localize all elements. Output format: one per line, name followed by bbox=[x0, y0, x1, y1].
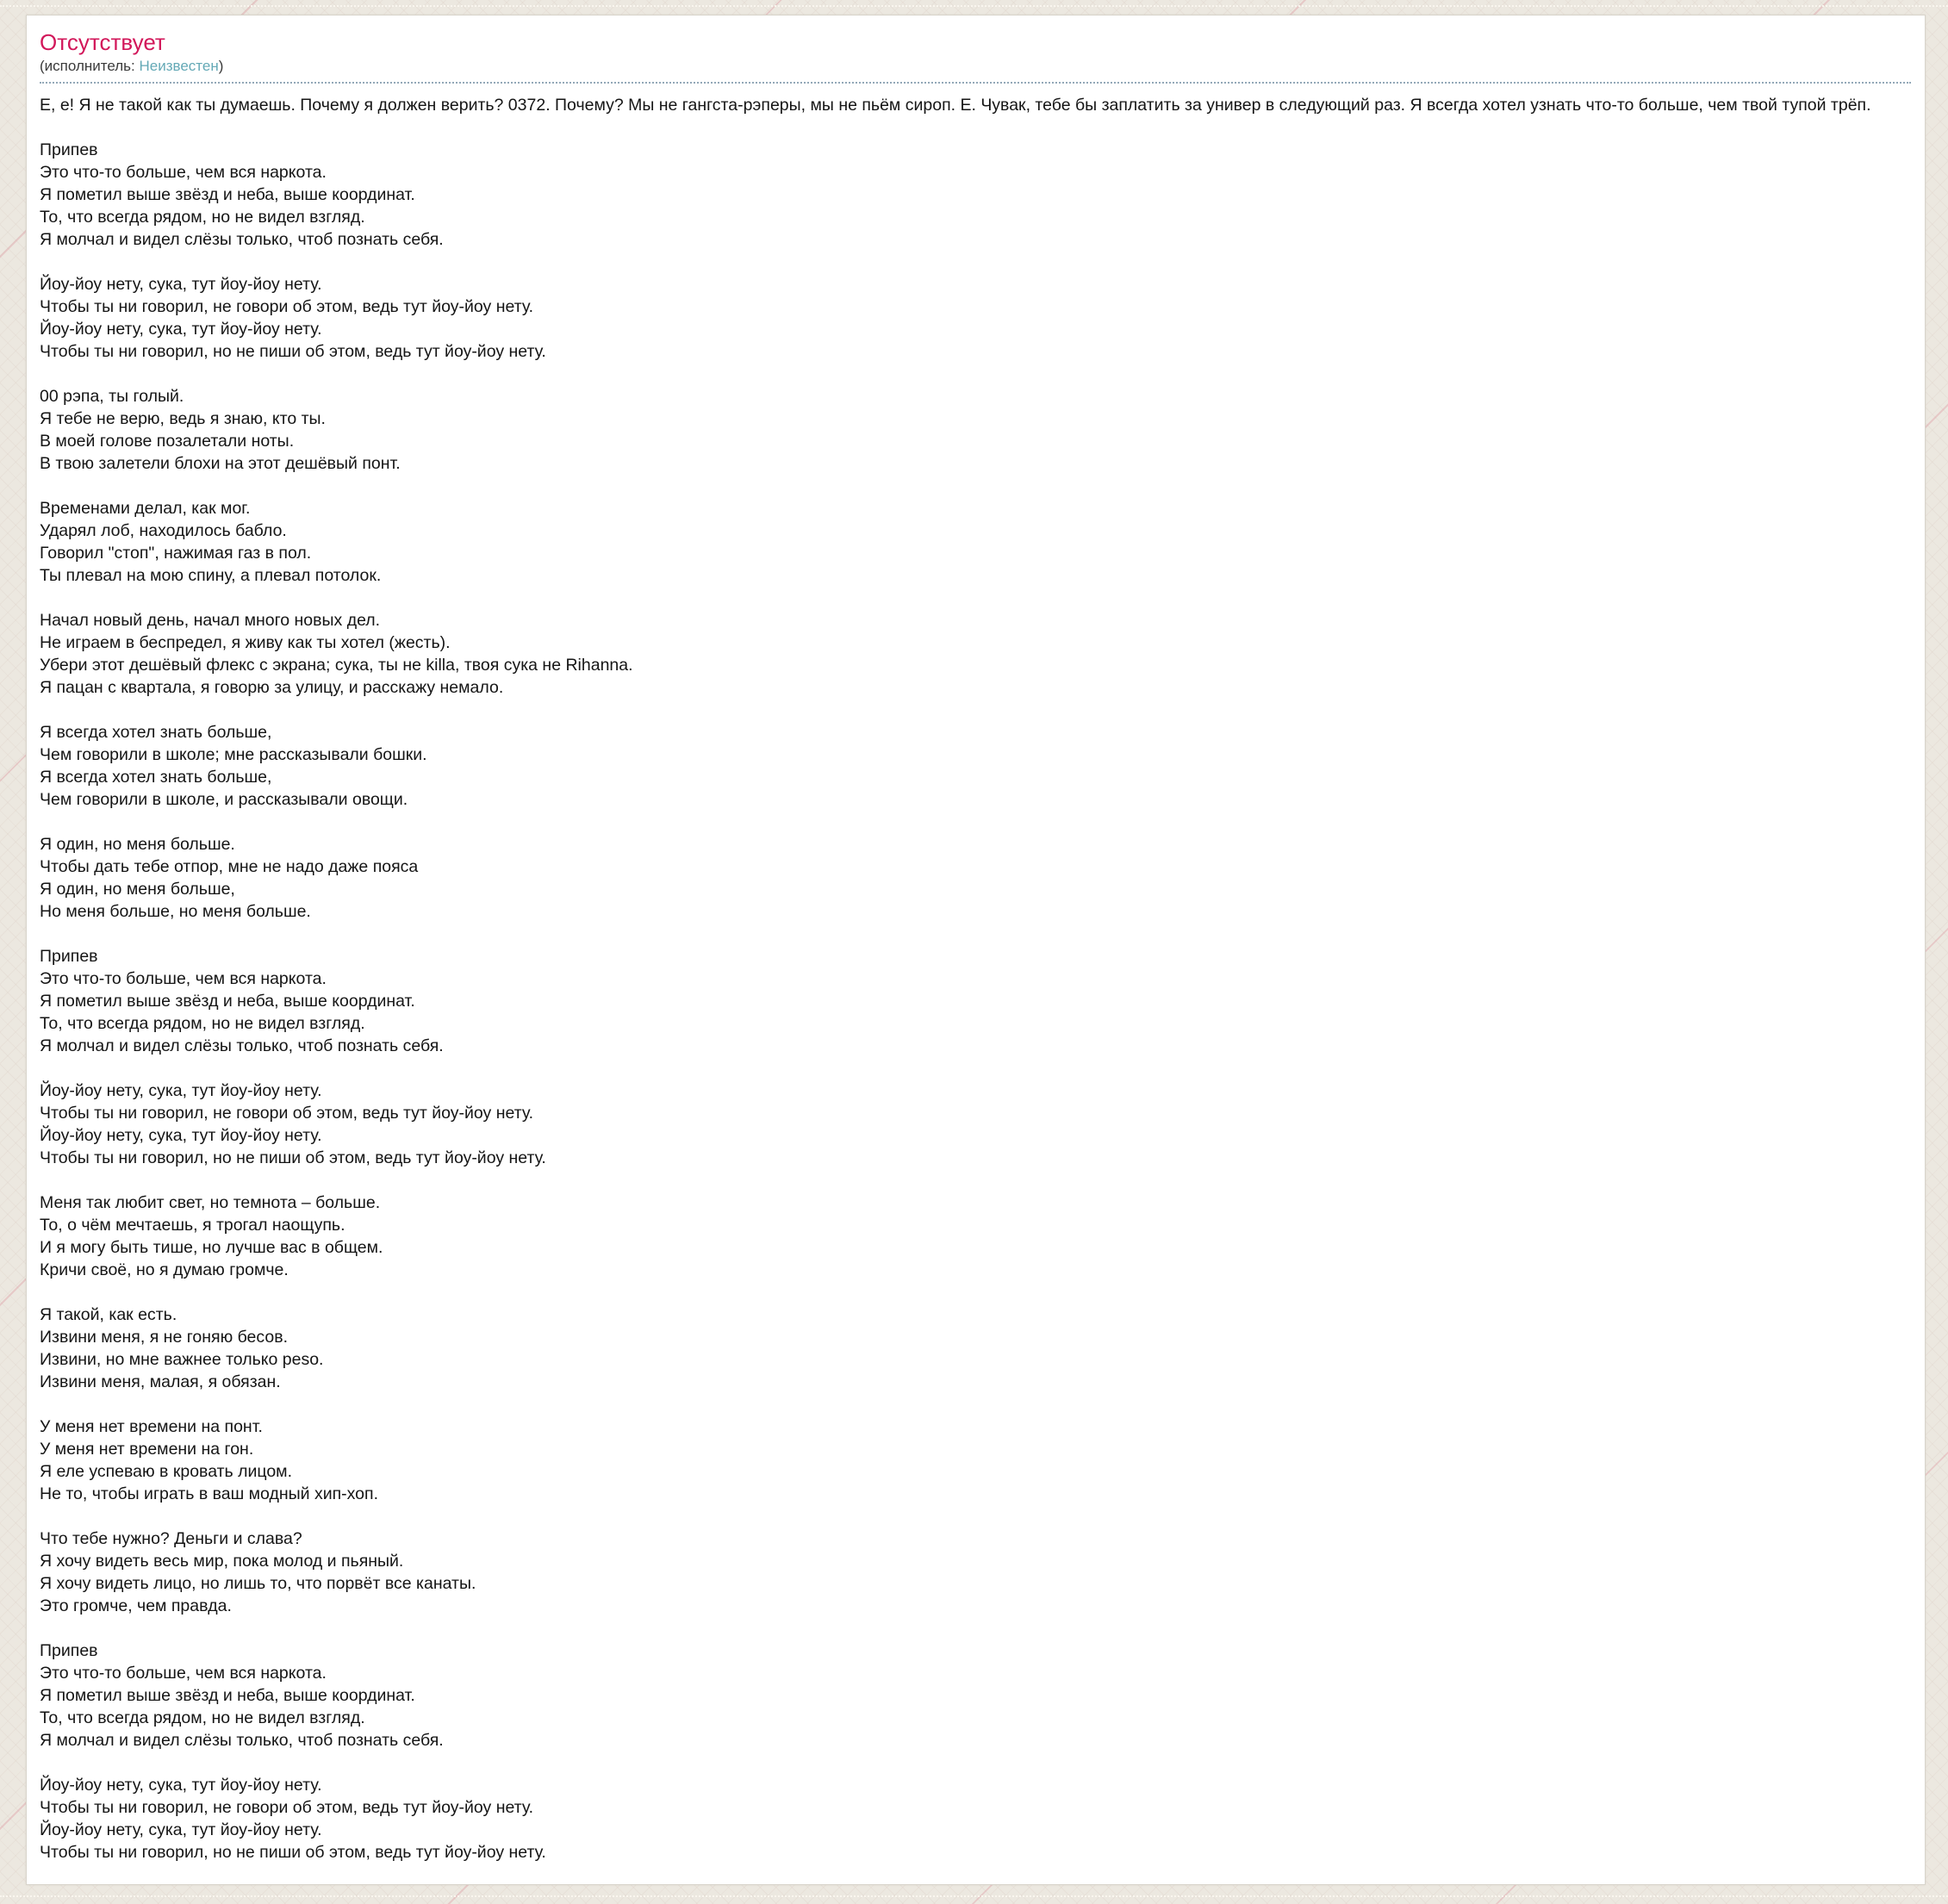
lyric-line: Чтобы ты ни говорил, но не пиши об этом, ведь тут йоу-йоу нету. bbox=[40, 1843, 546, 1862]
stanza bbox=[40, 385, 1911, 475]
stanza bbox=[40, 833, 1911, 923]
lyric-line: Я еле успеваю в кровать лицом. bbox=[40, 1462, 293, 1481]
artist-label-suffix: ) bbox=[218, 58, 224, 74]
lyric-line: Говорил "стоп", нажимая газ в пол. bbox=[40, 544, 312, 563]
lyric-line: Я молчал и видел слёзы только, чтоб познать себя. bbox=[40, 1731, 444, 1750]
dotted-separator bbox=[40, 82, 1911, 84]
lyric-line: Я один, но меня больше, bbox=[40, 880, 235, 899]
lyric-line: Е, е! Я не такой как ты думаешь. Почему я должен верить? 0372. Почему? Мы не гангста-рэперы, мы не пьём сироп. Е. Чувак, тебе бы заплатить за универ в следующий раз. Я всегда хотел узнать что-то больше, чем твой тупой трёп. bbox=[40, 96, 1871, 115]
lyric-line: Я молчал и видел слёзы только, чтоб познать себя. bbox=[40, 1036, 444, 1055]
lyric-line: Извини, но мне важнее только peso. bbox=[40, 1350, 324, 1369]
lyric-line: Йоу-йоу нету, сука, тут йоу-йоу нету. bbox=[40, 1081, 322, 1100]
stanza bbox=[40, 1416, 1911, 1505]
lyric-line: Но меня больше, но меня больше. bbox=[40, 902, 311, 921]
lyric-line: Это что-то больше, чем вся наркота. bbox=[40, 1664, 327, 1683]
lyric-line: Чтобы ты ни говорил, не говори об этом, ведь тут йоу-йоу нету. bbox=[40, 1104, 534, 1123]
lyric-line: Я пометил выше звёзд и неба, выше координат. bbox=[40, 185, 415, 204]
lyric-line: Чтобы ты ни говорил, не говори об этом, ведь тут йоу-йоу нету. bbox=[40, 297, 534, 316]
song-title: Отсутствует bbox=[40, 29, 165, 55]
lyric-line: Это громче, чем правда. bbox=[40, 1596, 232, 1615]
stanza bbox=[40, 1192, 1911, 1281]
lyric-line: Я всегда хотел знать больше, bbox=[40, 723, 272, 742]
lyric-line: То, что всегда рядом, но не видел взгляд. bbox=[40, 1014, 365, 1033]
stanza bbox=[40, 609, 1911, 699]
lyric-line: Припев bbox=[40, 947, 98, 966]
lyric-line: Йоу-йоу нету, сука, тут йоу-йоу нету. bbox=[40, 1820, 322, 1839]
lyric-line: В твою залетели блохи на этот дешёвый понт. bbox=[40, 454, 401, 473]
lyric-line: Чем говорили в школе; мне рассказывали бошки. bbox=[40, 745, 427, 764]
lyric-line: Чтобы ты ни говорил, но не пиши об этом, ведь тут йоу-йоу нету. bbox=[40, 342, 546, 361]
lyric-line: Извини меня, малая, я обязан. bbox=[40, 1372, 281, 1391]
stanza bbox=[40, 1080, 1911, 1169]
lyric-line: В моей голове позалетали ноты. bbox=[40, 432, 295, 451]
lyric-line: Припев bbox=[40, 1641, 98, 1660]
lyric-line: Я один, но меня больше. bbox=[40, 835, 235, 854]
lyric-line: Йоу-йоу нету, сука, тут йоу-йоу нету. bbox=[40, 275, 322, 294]
lyrics bbox=[40, 94, 1911, 1864]
lyric-line: Я хочу видеть весь мир, пока молод и пьяный. bbox=[40, 1552, 404, 1571]
stanza bbox=[40, 94, 1911, 116]
lyric-line: Я пометил выше звёзд и неба, выше координат. bbox=[40, 1686, 415, 1705]
background-stitch-bottom bbox=[0, 1895, 1948, 1897]
lyric-line: Ты плевал на мою спину, а плевал потолок. bbox=[40, 566, 382, 585]
lyric-line: У меня нет времени на понт. bbox=[40, 1417, 263, 1436]
lyric-line: То, что всегда рядом, но не видел взгляд. bbox=[40, 208, 365, 227]
lyric-line: Я пометил выше звёзд и неба, выше координат. bbox=[40, 992, 415, 1011]
lyric-line: Йоу-йоу нету, сука, тут йоу-йоу нету. bbox=[40, 1126, 322, 1145]
stanza bbox=[40, 139, 1911, 251]
lyric-line: Временами делал, как мог. bbox=[40, 499, 251, 518]
stanza bbox=[40, 1528, 1911, 1617]
lyric-line: Я всегда хотел знать больше, bbox=[40, 768, 272, 787]
lyric-line: Это что-то больше, чем вся наркота. bbox=[40, 163, 327, 182]
stanza bbox=[40, 1774, 1911, 1864]
lyric-line: Чтобы ты ни говорил, не говори об этом, ведь тут йоу-йоу нету. bbox=[40, 1798, 534, 1817]
lyric-line: Я молчал и видел слёзы только, чтоб познать себя. bbox=[40, 230, 444, 249]
artist-label-prefix: (исполнитель: bbox=[40, 58, 140, 74]
lyric-line: Я тебе не верю, ведь я знаю, кто ты. bbox=[40, 409, 326, 428]
stanza bbox=[40, 721, 1911, 811]
artist-line bbox=[40, 57, 1911, 76]
lyric-line: У меня нет времени на гон. bbox=[40, 1440, 254, 1459]
lyric-line: Чем говорили в школе, и рассказывали овощи. bbox=[40, 790, 408, 809]
lyric-line: Не играем в беспредел, я живу как ты хотел (жесть). bbox=[40, 633, 451, 652]
lyric-line: Не то, чтобы играть в ваш модный хип-хоп. bbox=[40, 1484, 378, 1503]
lyric-line: Чтобы ты ни говорил, но не пиши об этом, ведь тут йоу-йоу нету. bbox=[40, 1148, 546, 1167]
content-box bbox=[26, 15, 1926, 1885]
background-stitch-top bbox=[0, 5, 1948, 7]
lyric-line: То, о чём мечтаешь, я трогал наощупь. bbox=[40, 1216, 345, 1235]
stanza bbox=[40, 1304, 1911, 1393]
artist-link[interactable]: Неизвестен bbox=[139, 58, 219, 74]
lyric-line: И я могу быть тише, но лучше вас в общем. bbox=[40, 1238, 383, 1257]
lyric-line: Что тебе нужно? Деньги и слава? bbox=[40, 1529, 302, 1548]
lyric-line: Это что-то больше, чем вся наркота. bbox=[40, 969, 327, 988]
lyric-line: 00 рэпа, ты голый. bbox=[40, 387, 184, 406]
lyric-line: То, что всегда рядом, но не видел взгляд. bbox=[40, 1708, 365, 1727]
lyric-line: Йоу-йоу нету, сука, тут йоу-йоу нету. bbox=[40, 1776, 322, 1795]
stanza bbox=[40, 273, 1911, 363]
lyric-line: Начал новый день, начал много новых дел. bbox=[40, 611, 381, 630]
lyric-line: Йоу-йоу нету, сука, тут йоу-йоу нету. bbox=[40, 320, 322, 339]
lyric-line: Извини меня, я не гоняю бесов. bbox=[40, 1328, 288, 1347]
stanza bbox=[40, 945, 1911, 1057]
lyric-line: Припев bbox=[40, 140, 98, 159]
lyric-line: Я пацан с квартала, я говорю за улицу, и расскажу немало. bbox=[40, 678, 504, 697]
lyric-line: Ударял лоб, находилось бабло. bbox=[40, 521, 287, 540]
lyric-line: Убери этот дешёвый флекс с экрана; сука, ты не killa, твоя сука не Rihanna. bbox=[40, 656, 633, 675]
lyric-line: Я хочу видеть лицо, но лишь то, что порвёт все канаты. bbox=[40, 1574, 476, 1593]
stanza bbox=[40, 1640, 1911, 1752]
lyric-line: Чтобы дать тебе отпор, мне не надо даже пояса bbox=[40, 857, 419, 876]
lyric-line: Кричи своё, но я думаю громче. bbox=[40, 1260, 289, 1279]
stanza bbox=[40, 497, 1911, 587]
lyric-line: Меня так любит свет, но темнота – больше. bbox=[40, 1193, 381, 1212]
lyric-line: Я такой, как есть. bbox=[40, 1305, 177, 1324]
